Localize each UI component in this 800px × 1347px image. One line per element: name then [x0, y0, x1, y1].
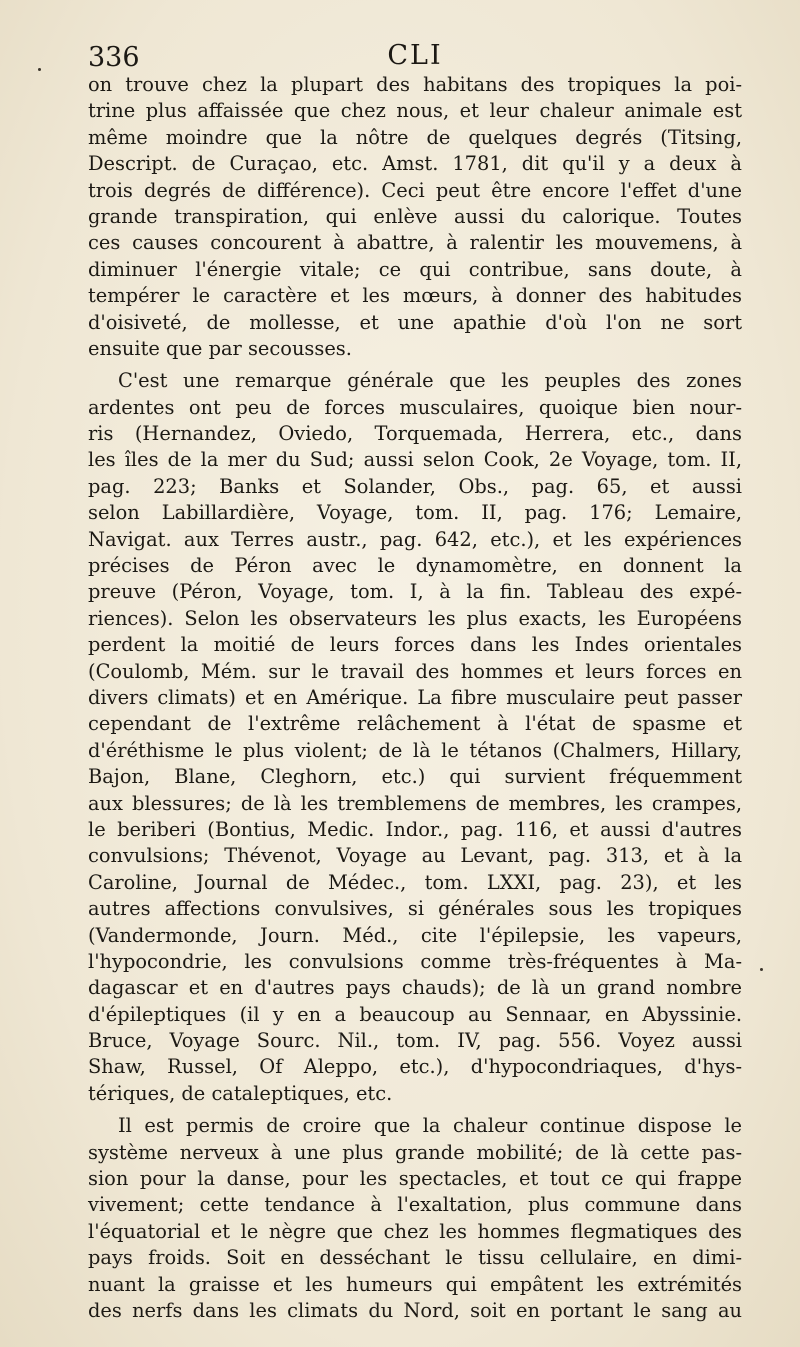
ink-speck [760, 968, 763, 971]
text-line: convulsions; Thévenot, Voyage au Levant, pag. 313, et à la [88, 844, 742, 868]
text-line: d'éréthisme le plus violent; de là le tétanos (Chalmers, Hillary, [88, 738, 742, 762]
text-line: grande transpiration, qui enlève aussi du calorique. Toutes [88, 204, 742, 228]
text-line: Navigat. aux Terres austr., pag. 642, etc.), et les expériences [88, 527, 742, 551]
text-line: C'est une remarque générale que les peuples des zones [118, 369, 742, 393]
text-line: trois degrés de différence). Ceci peut être encore l'effet d'une [88, 178, 742, 202]
text-line: pays froids. Soit en desséchant le tissu cellulaire, en dimi- [88, 1246, 742, 1270]
text-line: d'oisiveté, de mollesse, et une apathie d'où l'on ne sort [88, 310, 742, 334]
text-line: d'épileptiques (il y en a beaucoup au Sennaar, en Abyssinie. [88, 1002, 742, 1026]
text-line: Bruce, Voyage Sourc. Nil., tom. IV, pag. 556. Voyez aussi [88, 1029, 742, 1053]
text-line: des nerfs dans les climats du Nord, soit en portant le sang au [88, 1298, 742, 1322]
page-number: 336 [88, 42, 140, 73]
body-text [88, 72, 742, 1324]
page-header [88, 36, 742, 76]
text-line: aux blessures; de là les tremblemens de membres, les crampes, [88, 791, 742, 815]
text-line: perdent la moitié de leurs forces dans les Indes orientales [88, 633, 742, 657]
text-line: tériques, de cataleptiques, etc. [88, 1081, 393, 1105]
text-line: l'hypocondrie, les convulsions comme très-fréquentes à Ma- [88, 949, 742, 973]
text-line: Bajon, Blane, Cleghorn, etc.) qui survient fréquemment [88, 765, 742, 789]
text-line: précises de Péron avec le dynamomètre, en donnent la [88, 554, 742, 578]
text-line: (Coulomb, Mém. sur le travail des hommes et leurs forces en [88, 659, 742, 683]
paragraph [88, 72, 742, 362]
text-line: (Vandermonde, Journ. Méd., cite l'épilepsie, les vapeurs, [88, 923, 742, 947]
text-line: dagascar et en d'autres pays chauds); de là un grand nombre [88, 976, 742, 1000]
text-line: Shaw, Russel, Of Aleppo, etc.), d'hypocondriaques, d'hys- [88, 1055, 742, 1079]
text-line: ardentes ont peu de forces musculaires, quoique bien nour- [88, 395, 742, 419]
text-line: pag. 223; Banks et Solander, Obs., pag. 65, et aussi [88, 474, 742, 498]
text-line: Il est permis de croire que la chaleur continue dispose le [118, 1114, 742, 1138]
text-line: on trouve chez la plupart des habitans des tropiques la poi- [88, 73, 742, 96]
text-line: tempérer le caractère et les mœurs, à donner des habitudes [88, 284, 742, 308]
text-line: diminuer l'énergie vitale; ce qui contribue, sans doute, à [88, 257, 742, 281]
text-line: même moindre que la nôtre de quelques degrés (Titsing, [88, 125, 742, 149]
text-line: autres affections convulsives, si générales sous les tropiques [88, 897, 742, 921]
text-line: ensuite que par secousses. [88, 336, 352, 360]
text-line: cependant de l'extrême relâchement à l'état de spasme et [88, 712, 742, 736]
text-line: les îles de la mer du Sud; aussi selon Cook, 2e Voyage, tom. II, [88, 448, 742, 472]
text-line: sion pour la danse, pour les spectacles, et tout ce qui frappe [88, 1167, 742, 1191]
paragraph [88, 368, 742, 1107]
text-line: ris (Hernandez, Oviedo, Torquemada, Herrera, etc., dans [88, 422, 742, 446]
text-line: l'équatorial et le nègre que chez les hommes flegmatiques des [88, 1219, 742, 1243]
text-line: selon Labillardière, Voyage, tom. II, pag. 176; Lemaire, [88, 501, 742, 525]
text-line: Descript. de Curaçao, etc. Amst. 1781, dit qu'il y a deux à [88, 152, 742, 176]
ink-speck [38, 68, 41, 71]
text-line: trine plus affaissée que chez nous, et leur chaleur animale est [88, 99, 742, 123]
text-line: système nerveux à une plus grande mobilité; de là cette pas- [88, 1140, 742, 1164]
text-line: ces causes concourent à abattre, à ralentir les mouvemens, à [88, 231, 742, 255]
text-line: Caroline, Journal de Médec., tom. LXXI, pag. 23), et les [88, 870, 742, 894]
text-line: divers climats) et en Amérique. La fibre musculaire peut passer [88, 685, 742, 709]
text-line: preuve (Péron, Voyage, tom. I, à la fin. Tableau des expé- [88, 580, 742, 604]
text-line: le beriberi (Bontius, Medic. Indor., pag. 116, et aussi d'autres [88, 817, 742, 841]
text-line: nuant la graisse et les humeurs qui empâtent les extrémités [88, 1272, 742, 1296]
paragraph [88, 1113, 742, 1324]
text-line: riences). Selon les observateurs les plus exacts, les Européens [88, 606, 742, 630]
text-line: vivement; cette tendance à l'exaltation, plus commune dans [88, 1193, 742, 1217]
running-head: CLI [387, 40, 443, 71]
